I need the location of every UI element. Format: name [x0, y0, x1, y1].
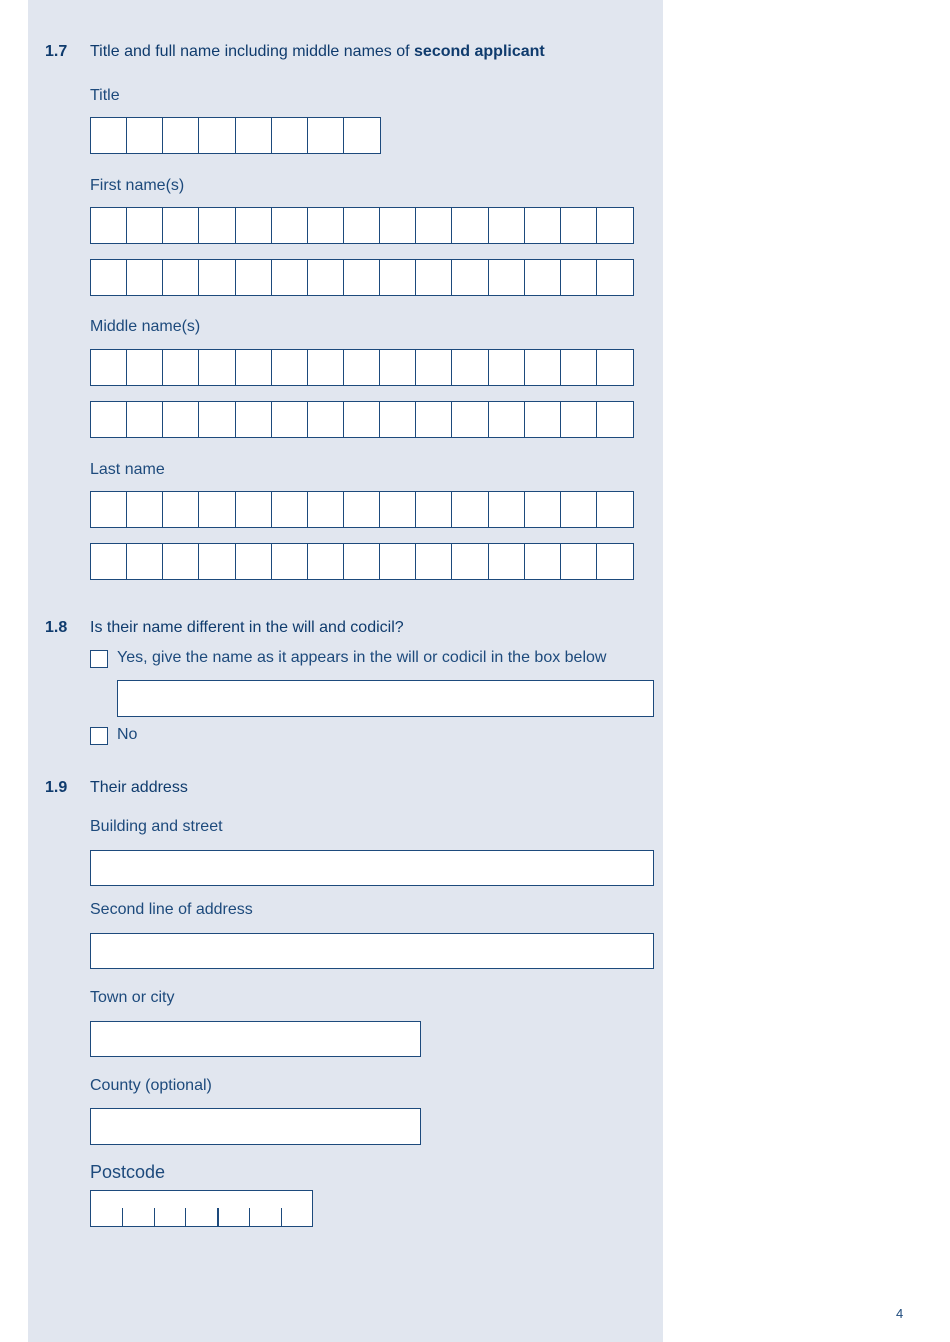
char-box[interactable] [416, 350, 452, 385]
second-line-input[interactable] [90, 933, 654, 969]
no-checkbox[interactable] [90, 727, 108, 745]
title-label: Title [90, 87, 120, 104]
char-box[interactable] [597, 402, 633, 437]
char-box[interactable] [344, 492, 380, 527]
char-box[interactable] [91, 402, 127, 437]
char-box[interactable] [416, 492, 452, 527]
char-box[interactable] [452, 260, 488, 295]
char-box[interactable] [308, 260, 344, 295]
char-box[interactable] [308, 402, 344, 437]
char-box[interactable] [272, 402, 308, 437]
last-name-label: Last name [90, 461, 165, 478]
char-box[interactable] [163, 492, 199, 527]
town-city-input[interactable] [90, 1021, 421, 1057]
building-street-input[interactable] [90, 850, 654, 886]
will-name-input[interactable] [117, 680, 654, 717]
char-box[interactable] [489, 208, 525, 243]
char-box[interactable] [489, 544, 525, 579]
char-box[interactable] [127, 350, 163, 385]
char-box[interactable] [199, 208, 235, 243]
char-box[interactable] [344, 118, 380, 153]
yes-label: Yes, give the name as it appears in the will or codicil in the box below [117, 649, 607, 666]
no-label: No [117, 726, 138, 743]
question-number: 1.7 [45, 43, 68, 60]
question-text: Their address [90, 779, 188, 796]
first-names-label: First name(s) [90, 177, 185, 194]
char-box[interactable] [91, 260, 127, 295]
char-box[interactable] [416, 208, 452, 243]
char-box[interactable] [199, 492, 235, 527]
char-box[interactable] [236, 492, 272, 527]
middle-names-line-2[interactable] [90, 401, 634, 438]
char-box[interactable] [127, 208, 163, 243]
char-box[interactable] [236, 350, 272, 385]
char-box[interactable] [199, 118, 235, 153]
postcode-divider [217, 1208, 219, 1226]
char-box[interactable] [561, 544, 597, 579]
char-box[interactable] [344, 402, 380, 437]
char-box[interactable] [525, 544, 561, 579]
char-box[interactable] [308, 350, 344, 385]
char-box[interactable] [127, 544, 163, 579]
char-box[interactable] [272, 208, 308, 243]
char-box[interactable] [236, 260, 272, 295]
char-box[interactable] [561, 208, 597, 243]
middle-names-line-1[interactable] [90, 349, 634, 386]
county-input[interactable] [90, 1108, 421, 1145]
char-box[interactable] [561, 402, 597, 437]
char-box[interactable] [452, 208, 488, 243]
char-box[interactable] [597, 208, 633, 243]
char-box[interactable] [452, 402, 488, 437]
middle-names-label: Middle name(s) [90, 318, 201, 335]
char-box[interactable] [308, 544, 344, 579]
char-box[interactable] [272, 544, 308, 579]
char-box[interactable] [416, 260, 452, 295]
char-box[interactable] [561, 350, 597, 385]
char-box[interactable] [380, 544, 416, 579]
char-box[interactable] [127, 260, 163, 295]
char-box[interactable] [163, 544, 199, 579]
char-box[interactable] [127, 492, 163, 527]
char-box[interactable] [91, 208, 127, 243]
char-box[interactable] [380, 402, 416, 437]
question-text: Is their name different in the will and codicil? [90, 619, 404, 636]
char-box[interactable] [525, 492, 561, 527]
page-number: 4 [896, 1306, 904, 1321]
yes-checkbox[interactable] [90, 650, 108, 668]
char-box[interactable] [525, 402, 561, 437]
last-name-line-2[interactable] [90, 543, 634, 580]
postcode-divider [249, 1208, 250, 1226]
char-box[interactable] [199, 402, 235, 437]
char-box[interactable] [163, 208, 199, 243]
char-box[interactable] [380, 492, 416, 527]
char-box[interactable] [489, 402, 525, 437]
postcode-divider [122, 1208, 123, 1226]
postcode-label: Postcode [90, 1162, 166, 1182]
char-box[interactable] [597, 260, 633, 295]
question-number: 1.8 [45, 619, 68, 636]
char-box[interactable] [236, 544, 272, 579]
char-box[interactable] [344, 350, 380, 385]
char-box[interactable] [380, 208, 416, 243]
char-box[interactable] [236, 208, 272, 243]
char-box[interactable] [272, 492, 308, 527]
first-names-line-2[interactable] [90, 259, 634, 296]
char-box[interactable] [489, 350, 525, 385]
char-box[interactable] [91, 118, 127, 153]
char-box[interactable] [91, 492, 127, 527]
char-box[interactable] [452, 544, 488, 579]
char-box[interactable] [236, 402, 272, 437]
question-text-bold: second applicant [414, 43, 545, 60]
postcode-divider [185, 1208, 186, 1226]
county-label: County (optional) [90, 1077, 212, 1094]
char-box[interactable] [199, 260, 235, 295]
char-box[interactable] [525, 260, 561, 295]
first-names-line-1[interactable] [90, 207, 634, 244]
char-box[interactable] [163, 402, 199, 437]
char-box[interactable] [272, 350, 308, 385]
char-box[interactable] [597, 350, 633, 385]
title-char-boxes[interactable] [90, 117, 381, 154]
question-number: 1.9 [45, 779, 68, 796]
town-city-label: Town or city [90, 989, 175, 1006]
char-box[interactable] [597, 492, 633, 527]
char-box[interactable] [308, 118, 344, 153]
char-box[interactable] [272, 118, 308, 153]
char-box[interactable] [416, 402, 452, 437]
char-box[interactable] [416, 544, 452, 579]
question-text-prefix: Title and full name including middle names of [90, 43, 415, 60]
char-box[interactable] [380, 260, 416, 295]
char-box[interactable] [91, 350, 127, 385]
char-box[interactable] [163, 350, 199, 385]
char-box[interactable] [344, 544, 380, 579]
char-box[interactable] [308, 208, 344, 243]
char-box[interactable] [561, 260, 597, 295]
char-box[interactable] [127, 402, 163, 437]
char-box[interactable] [344, 208, 380, 243]
question-text [90, 43, 545, 61]
char-box[interactable] [452, 492, 488, 527]
char-box[interactable] [308, 492, 344, 527]
second-line-label: Second line of address [90, 901, 253, 918]
char-box[interactable] [380, 350, 416, 385]
char-box[interactable] [236, 118, 272, 153]
char-box[interactable] [344, 260, 380, 295]
char-box[interactable] [525, 350, 561, 385]
last-name-line-1[interactable] [90, 491, 634, 528]
char-box[interactable] [272, 260, 308, 295]
char-box[interactable] [91, 544, 127, 579]
char-box[interactable] [452, 350, 488, 385]
char-box[interactable] [561, 492, 597, 527]
postcode-input[interactable] [90, 1190, 313, 1227]
char-box[interactable] [163, 260, 199, 295]
char-box[interactable] [127, 118, 163, 153]
char-box[interactable] [163, 118, 199, 153]
char-box[interactable] [525, 208, 561, 243]
postcode-divider [154, 1208, 155, 1226]
char-box[interactable] [199, 544, 235, 579]
char-box[interactable] [489, 260, 525, 295]
char-box[interactable] [597, 544, 633, 579]
char-box[interactable] [489, 492, 525, 527]
postcode-divider [281, 1208, 282, 1226]
building-street-label: Building and street [90, 818, 223, 835]
char-box[interactable] [199, 350, 235, 385]
